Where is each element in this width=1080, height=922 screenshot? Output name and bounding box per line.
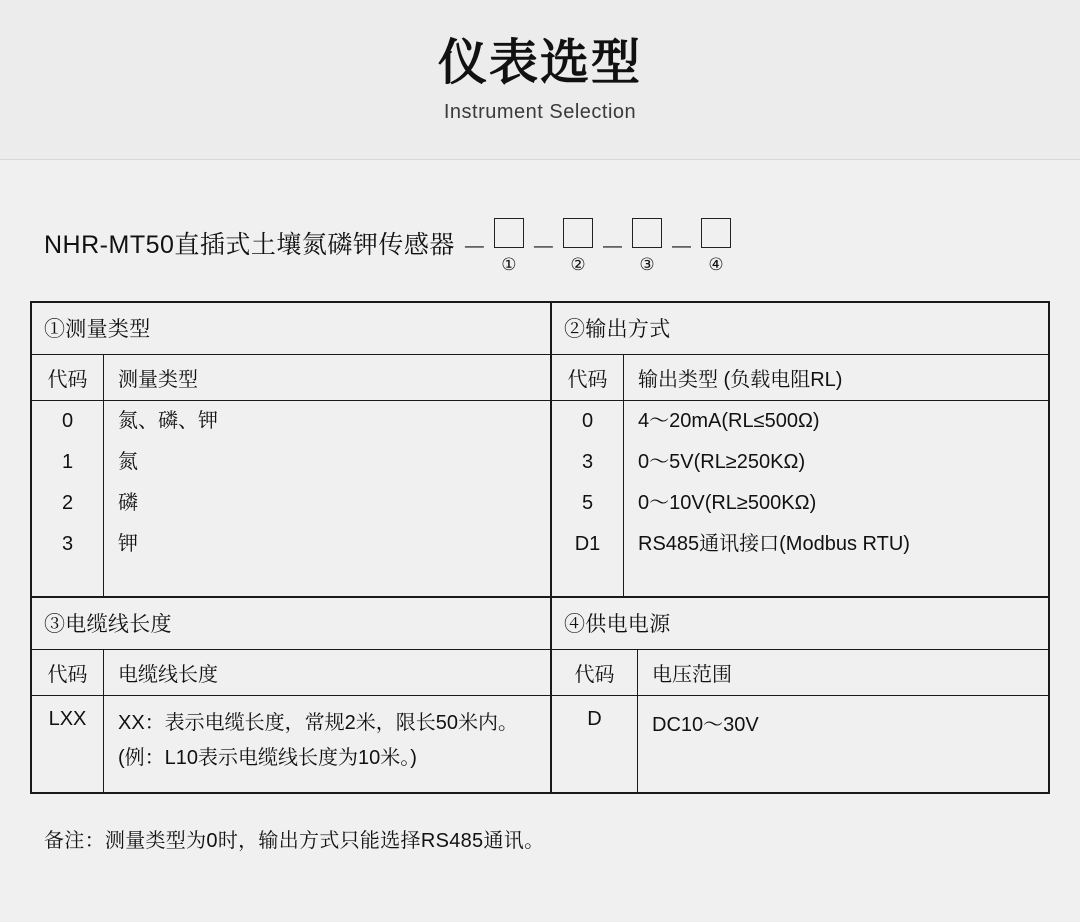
table-row: LXX xyxy=(32,696,104,792)
output-mode-body xyxy=(552,401,1048,596)
table-row: 钾 xyxy=(118,533,138,555)
model-slot-2 xyxy=(563,218,593,275)
table-row: 0 xyxy=(61,410,74,432)
table-row: D1 xyxy=(574,533,601,555)
cable-length-header xyxy=(32,650,550,696)
section-output-mode xyxy=(552,303,1048,596)
table-row: 0 xyxy=(581,410,594,432)
output-mode-codes xyxy=(552,401,624,596)
table-row: XX：表示电缆长度，常规2米，限长50米内。(例：L10表示电缆线长度为10米。) xyxy=(118,712,519,769)
model-slot-3-marker: ③ xyxy=(639,255,655,274)
table-row: 1 xyxy=(61,451,74,473)
measure-type-header-desc: 测量类型 xyxy=(118,369,198,391)
power-supply-header-code: 代码 xyxy=(552,650,638,695)
model-slot-3-box[interactable] xyxy=(632,218,662,248)
output-mode-title: ②输出方式 xyxy=(552,303,1048,355)
measure-type-header xyxy=(32,355,550,401)
section-cable-length xyxy=(32,598,552,792)
table-row: 3 xyxy=(581,451,594,473)
table-row: 磷 xyxy=(118,492,138,514)
page-header xyxy=(0,0,1080,160)
output-mode-header xyxy=(552,355,1048,401)
model-slot-1-box[interactable] xyxy=(494,218,524,248)
measure-type-codes xyxy=(32,401,104,596)
table-row: DC10～30V xyxy=(652,714,759,736)
power-supply-header xyxy=(552,650,1048,696)
power-supply-header-desc: 电压范围 xyxy=(652,664,732,686)
power-supply-body xyxy=(552,696,1048,792)
model-slot-1 xyxy=(494,218,524,275)
cable-length-header-desc: 电缆线长度 xyxy=(118,664,218,686)
model-code-row xyxy=(44,218,731,275)
model-slot-1-marker: ① xyxy=(501,255,517,274)
model-slot-3 xyxy=(632,218,662,275)
table-row: 3 xyxy=(61,533,74,555)
measure-type-title: ①测量类型 xyxy=(32,303,550,355)
table-row: 4～20mA(RL≤500Ω) xyxy=(638,410,820,432)
cable-length-body xyxy=(32,696,550,792)
output-mode-header-desc: 输出类型 (负载电阻RL) xyxy=(638,369,843,391)
table-row: 5 xyxy=(581,492,594,514)
tables-bottom-row xyxy=(32,596,1048,792)
page-subtitle: Instrument Selection xyxy=(443,101,637,124)
tables-top-row xyxy=(32,303,1048,596)
model-name: NHR-MT50直插式土壤氮磷钾传感器 xyxy=(44,231,455,259)
model-slot-4-marker: ④ xyxy=(708,255,724,274)
table-row: 氮、磷、钾 xyxy=(118,410,218,432)
model-dash-4: － xyxy=(668,233,694,262)
section-measure-type xyxy=(32,303,552,596)
power-supply-title: ④供电电源 xyxy=(552,598,1048,650)
selection-tables xyxy=(30,301,1050,794)
table-row: 0～10V(RL≥500KΩ) xyxy=(638,492,817,514)
table-row: 0～5V(RL≥250KΩ) xyxy=(638,451,806,473)
page-title: 仪表选型 xyxy=(437,35,642,90)
table-row: 氮 xyxy=(118,451,138,473)
measure-type-header-code: 代码 xyxy=(32,355,104,400)
measure-type-descs xyxy=(104,401,550,596)
model-slot-4 xyxy=(701,218,731,275)
section-power-supply xyxy=(552,598,1048,792)
model-slot-2-box[interactable] xyxy=(563,218,593,248)
cable-length-header-code: 代码 xyxy=(32,650,104,695)
output-mode-descs xyxy=(624,401,1048,596)
measure-type-body xyxy=(32,401,550,596)
table-row: RS485通讯接口(Modbus RTU) xyxy=(638,533,910,555)
cable-length-title: ③电缆线长度 xyxy=(32,598,550,650)
table-row: D xyxy=(552,696,638,792)
model-slot-2-marker: ② xyxy=(570,255,586,274)
model-dash-2: － xyxy=(530,233,556,262)
model-dash-1: － xyxy=(461,233,487,262)
output-mode-header-code: 代码 xyxy=(552,355,624,400)
model-code-area xyxy=(0,218,1080,275)
model-slot-4-box[interactable] xyxy=(701,218,731,248)
model-dash-3: － xyxy=(599,233,625,262)
footer-note: 备注：测量类型为0时，输出方式只能选择RS485通讯。 xyxy=(44,830,545,852)
table-row: 2 xyxy=(61,492,74,514)
